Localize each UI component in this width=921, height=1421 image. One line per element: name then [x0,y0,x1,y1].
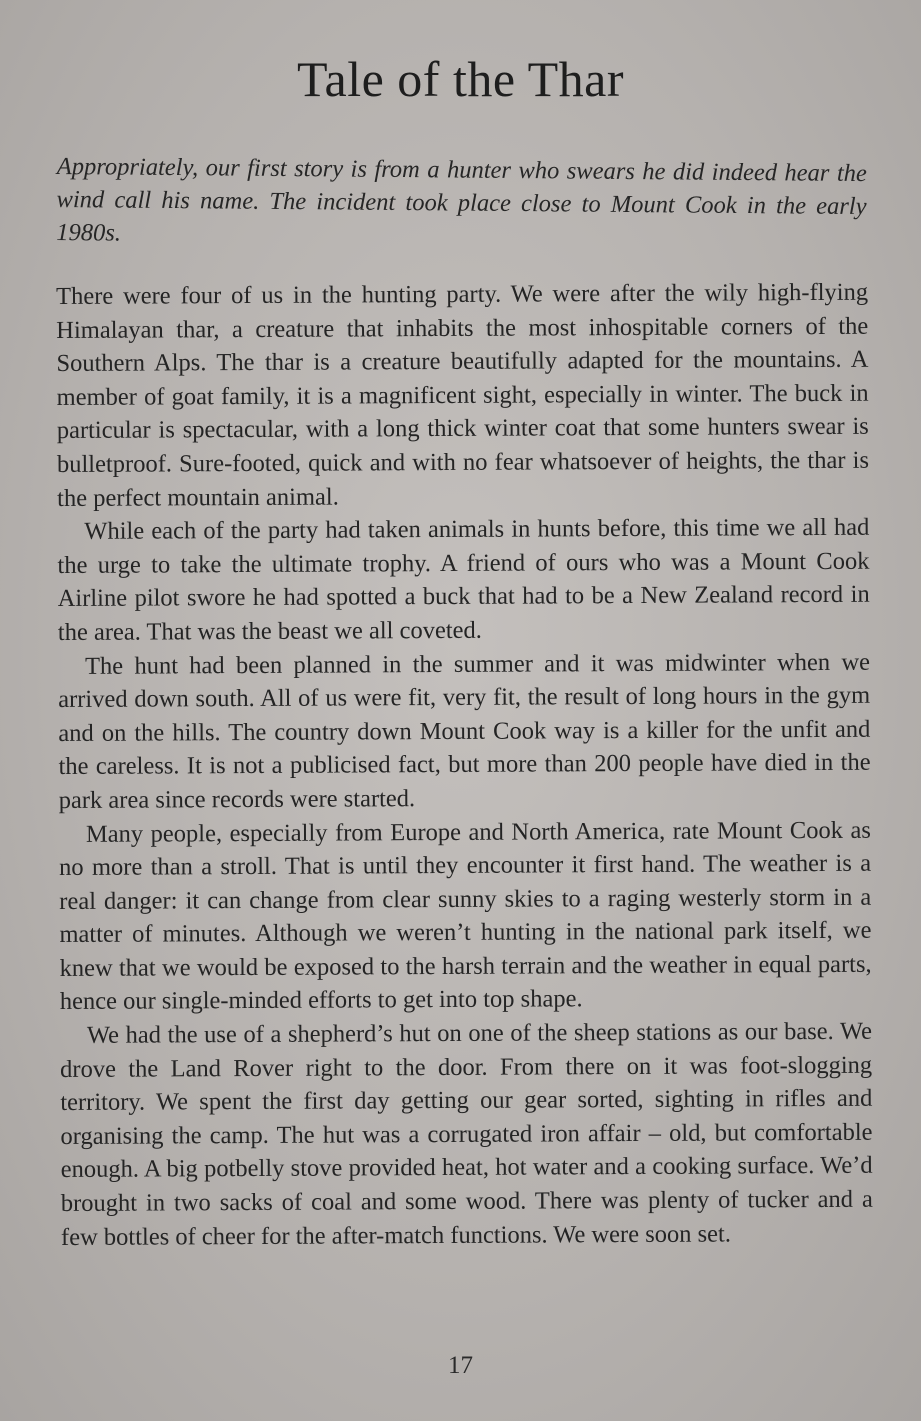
paragraph-3: The hunt had been planned in the summer and it was midwinter when we arrived down south. All of us were fit, very fit, the result of long hours in the gym and on the hills. The country down Mount Cook way is a killer for the unfit and the careless. It is not a publicised fact, but more than 200 people have died in the park area since records were started. [58,648,871,814]
paragraph-4: Many people, especially from Europe and North America, rate Mount Cook as no more than a stroll. That is until they encounter it first hand. The weather is a real danger: it can change from clear sunny skies to a raging westerly storm in a matter of minutes. Although we weren’t hunting in the national park itself, we knew that we would be exposed to the harsh terrain and the weather in equal parts, hence our single-minded efforts to get into top shape. [59,816,872,1016]
paragraph-1: There were four of us in the hunting party. We were after the wily high-flying Himalayan thar, a creature that inhabits the most inhospitable corners of the Southern Alps. The thar is a creature beautifully adapted for the mountains. A member of goat family, it is a magnificent sight, especially in winter. The buck in particular is spectacular, with a long thick winter coat that some hunters swear is bulletproof. Sure-footed, quick and with no fear whatsoever of heights, the thar is the perfect mountain animal. [56,278,870,512]
paragraph-2: While each of the party had taken animals in hunts before, this time we all had the urge to take the ultimate trophy. A friend of ours who was a Mount Cook Airline pilot swore he had spotted a buck that had to be a New Zealand record in the area. That was the beast we all coveted. [57,513,870,646]
paragraph-5: We had the use of a shepherd’s hut on one of the sheep stations as our base. We drove the Land Rover right to the door. From there on it was foot-slogging territory. We spent the first day getting our gear sorted, sighting in rifles and organising the camp. The hut was a corrugated iron affair – old, but comfortable enough. A big potbelly stove provided heat, hot water and a cooking surface. We’d brought in two sacks of coal and some wood. There was plenty of tucker and a few bottles of cheer for the after-match functions. We were soon set. [60,1017,873,1251]
page-number: 17 [448,1352,473,1379]
chapter-title: Tale of the Thar [296,51,625,107]
chapter-intro: Appropriately, our first story is from a hunter who swears he did indeed hear the wind call his name. The incident took place close to Mount Cook in the early 1980s. [56,152,867,247]
body-text [56,276,873,1254]
